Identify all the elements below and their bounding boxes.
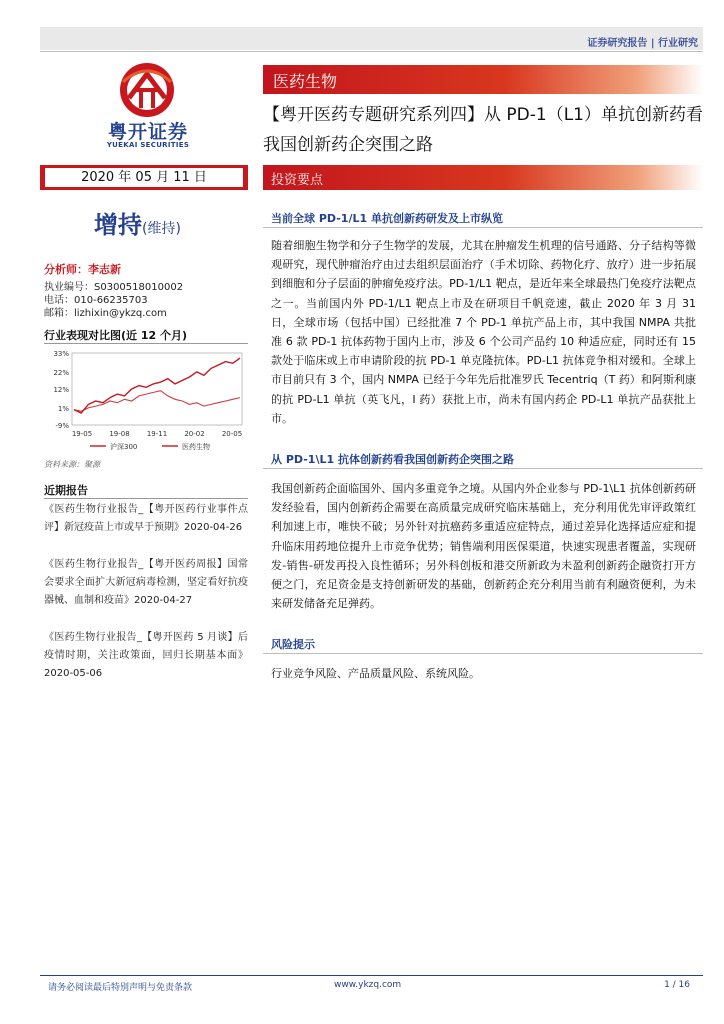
chart-frame (72, 353, 242, 425)
performance-heading: 行业表现对比图(近 12 个月) (44, 329, 188, 342)
sector-label: 医药生物 (273, 72, 338, 91)
legend-label: 医药生物 (182, 443, 210, 451)
page-number: 1 / 16 (664, 980, 690, 990)
section-body: 行业竞争风险、产品质量风险、系统风险。 (271, 667, 480, 680)
investment-bar (263, 165, 703, 190)
section-rule (263, 468, 703, 469)
footer-url[interactable]: www.ykzq.com (334, 980, 402, 990)
recent-report-item[interactable]: 《医药生物行业报告_【粤开医药 5 月谈】后疫情时期，关注政策面，回归长期基本面》2020-05-06 (44, 632, 248, 679)
logo-text-en: YUEKAI SECURITIES (106, 141, 190, 149)
analyst-email: 邮箱：lizhixin@ykzq.com (44, 308, 167, 319)
recent-report-item[interactable]: 《医药生物行业报告_【粤开医药行业事件点评】新冠疫苗上市或早于预期》2020-04-26 (44, 504, 248, 533)
footer-rule (40, 975, 703, 976)
section-rule (263, 227, 703, 228)
rating-main: 增持 (94, 211, 142, 239)
y-tick-label: -9% (55, 422, 69, 430)
recent-rule (44, 498, 248, 499)
rating-sub: (维持) (142, 221, 181, 237)
section-body: 我国创新药企面临国外、国内多重竞争之境。从国内外企业参与 PD-1\L1 抗体创新药研发经验看，国内创新药企需要在高质量完成研究临床基础上，充分利用优先审评政策红利加速上市，唯快不破；另外针对抗癌药多重适应症特点，通过差异化选择适应症和提升临床用药地位提升上市竞争优势；销售端利用医保渠道，快速实现患者覆盖，实现研发-销售-研发再投入良性循环；另外科创板和港交所新政为未盈利创新药企融资打开方便之门，充足资金是支持创新研发的基础，创新药企充分利用当前有利融资便利，为未来研发储备充足弹药。 (271, 482, 696, 611)
report-title: 【粤开医药专题研究系列四】从 PD-1（L1）单抗创新药看我国创新药企突围之路 (263, 105, 703, 155)
analyst-license: 执业编号：S0300518010002 (44, 282, 184, 293)
series-line-1 (74, 358, 240, 413)
x-tick-label: 20-02 (184, 430, 205, 438)
chart-source: 资料来源：聚源 (44, 460, 100, 469)
recent-heading: 近期报告 (44, 484, 88, 497)
x-tick-label: 19-08 (109, 430, 130, 438)
x-tick-label: 19-11 (146, 430, 168, 438)
series-line-0 (74, 391, 240, 412)
analyst-phone: 电话：010-66235703 (44, 295, 148, 306)
legend-label: 沪深300 (110, 443, 138, 451)
x-tick-label: 19-05 (71, 430, 93, 438)
y-tick-label: 1% (57, 404, 69, 413)
performance-rule (44, 343, 248, 344)
section-rule (263, 653, 703, 654)
footer-disclaimer[interactable]: 请务必阅读最后特别声明与免责条款 (48, 983, 193, 993)
rating (94, 205, 181, 240)
section-heading: 风险提示 (271, 638, 315, 651)
section-body: 随着细胞生物学和分子生物学的发展，尤其在肿瘤发生机理的信号通路、分子结构等微观研究，现代肿瘤治疗由过去组织层面治疗（手术切除、药物化疗、放疗）进一步拓展到细胞和分子层面的肿瘤免疫疗法。PD-1/L1 靶点，是近年来全球最热门免疫疗法靶点之一。当前国内外 PD-1/L1 靶点上市及在研项目千帆竞速，截止 2020 年 3 月 31 日，全球市场（包括中国）已经批准 7 个 PD-1 单抗产品上市，其中我国 NMPA 共批准 6 款 PD-1 抗体药物于国内上市，涉及 6 个公司产品约 10 种适应症，同时还有 15 款处于临床或上市申请阶段的抗 PD-1 单克隆抗体。PD-L1 抗体竞争相对缓和。全球上市目前只有 3 个，国内 NMPA 已经于今年先后批准罗氏 Tecentriq（T 药）和阿斯利康的抗 PD-L1 单抗（英飞凡，I 药）获批上市，尚未有国内药企 PD-L1 单抗产品获批上市。 (271, 239, 696, 425)
report-type-tag: 证券研究报告 | 行业研究 (587, 38, 698, 49)
x-tick-label: 20-05 (221, 430, 243, 438)
y-tick-label: 12% (53, 386, 69, 394)
report-date: 2020 年 05 月 11 日 (45, 168, 243, 187)
logo-text-cn: 粤开证券 (107, 121, 188, 143)
yuekai-logo-icon (119, 62, 175, 118)
analyst-heading: 分析师：李志新 (44, 263, 121, 276)
section-heading: 当前全球 PD-1/L1 单抗创新药研发及上市纵览 (271, 212, 503, 225)
y-tick-label: 33% (53, 350, 69, 358)
header-divider (40, 51, 703, 52)
recent-report-item[interactable]: 《医药生物行业报告_【粤开医药周报】国常会要求全面扩大新冠病毒检测，坚定看好抗疫器械、血制和疫苗》2020-04-27 (44, 559, 248, 606)
section-heading: 从 PD-1\L1 抗体创新药看我国创新药企突围之路 (271, 453, 514, 466)
investment-label: 投资要点 (271, 173, 324, 188)
performance-chart (44, 345, 248, 459)
y-tick-label: 22% (53, 368, 69, 377)
